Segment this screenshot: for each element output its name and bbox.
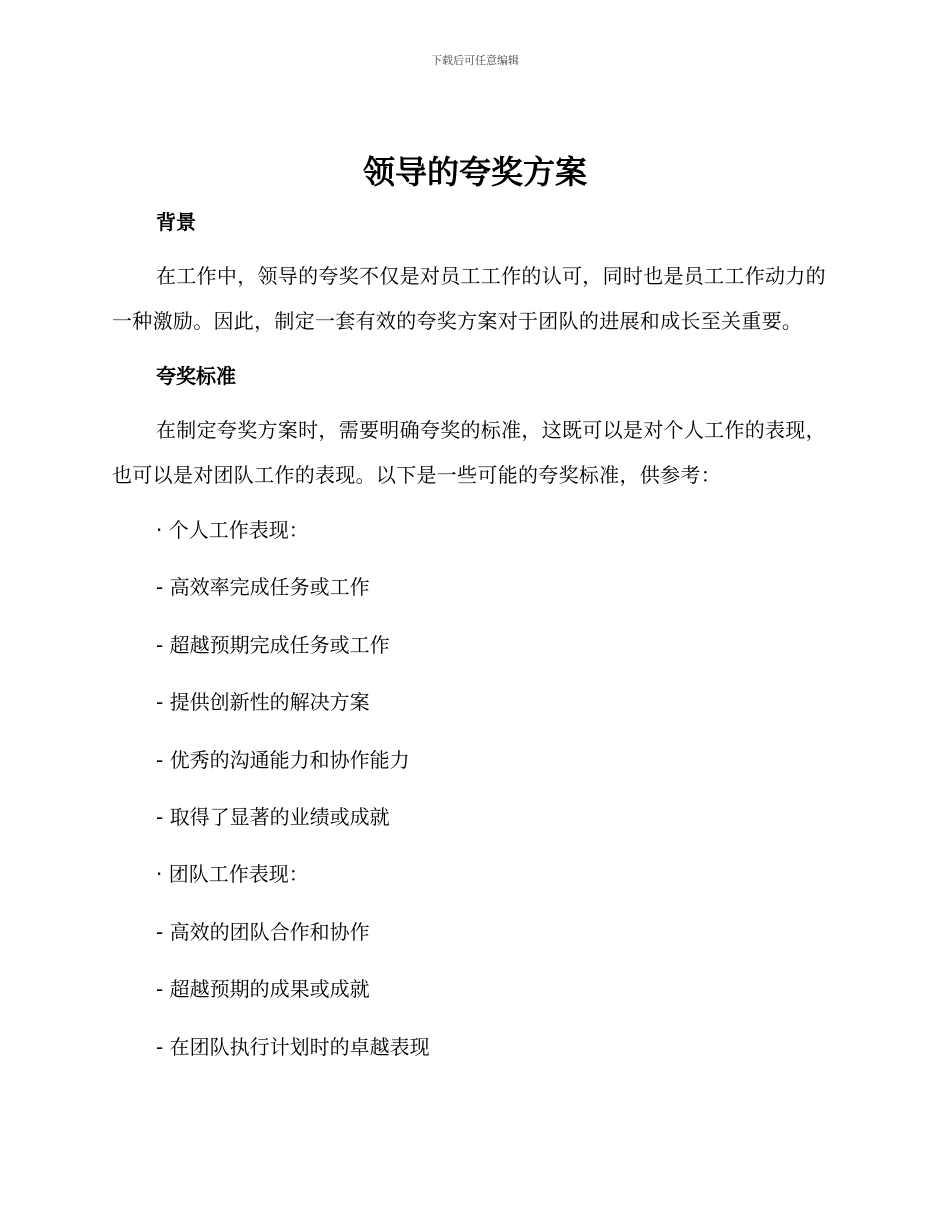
list-item: - 取得了显著的业绩或成就 — [156, 804, 390, 829]
list-item-team-header: · 团队工作表现： — [156, 862, 309, 887]
list-item: - 高效率完成任务或工作 — [156, 575, 370, 600]
section-heading-standards: 夸奖标准 — [156, 364, 236, 388]
list-item: - 高效的团队合作和协作 — [156, 919, 370, 944]
page-header-note: 下载后可任意编辑 — [431, 54, 519, 67]
background-paragraph: 在工作中，领导的夸奖不仅是对员工工作的认可，同时也是员工工作动力的一种激励。因此，制定一套有效的夸奖方案对于团队的进展和成长至关重要。 — [112, 264, 826, 333]
standards-paragraph: 在制定夸奖方案时，需要明确夸奖的标准，这既可以是对个人工作的表现，也可以是对团队工作的表现。以下是一些可能的夸奖标准，供参考： — [112, 418, 826, 487]
section-heading-background: 背景 — [156, 210, 196, 234]
document-body — [112, 202, 832, 1084]
list-item: - 超越预期的成果或成就 — [156, 977, 370, 1002]
list-item-personal-header: · 个人工作表现： — [156, 518, 309, 542]
list-item: - 提供创新性的解决方案 — [156, 690, 370, 715]
list-item: - 超越预期完成任务或工作 — [156, 632, 390, 657]
document-title: 领导的夸奖方案 — [362, 153, 587, 191]
list-item: - 优秀的沟通能力和协作能力 — [156, 747, 410, 772]
list-item: - 在团队执行计划时的卓越表现 — [156, 1034, 430, 1059]
